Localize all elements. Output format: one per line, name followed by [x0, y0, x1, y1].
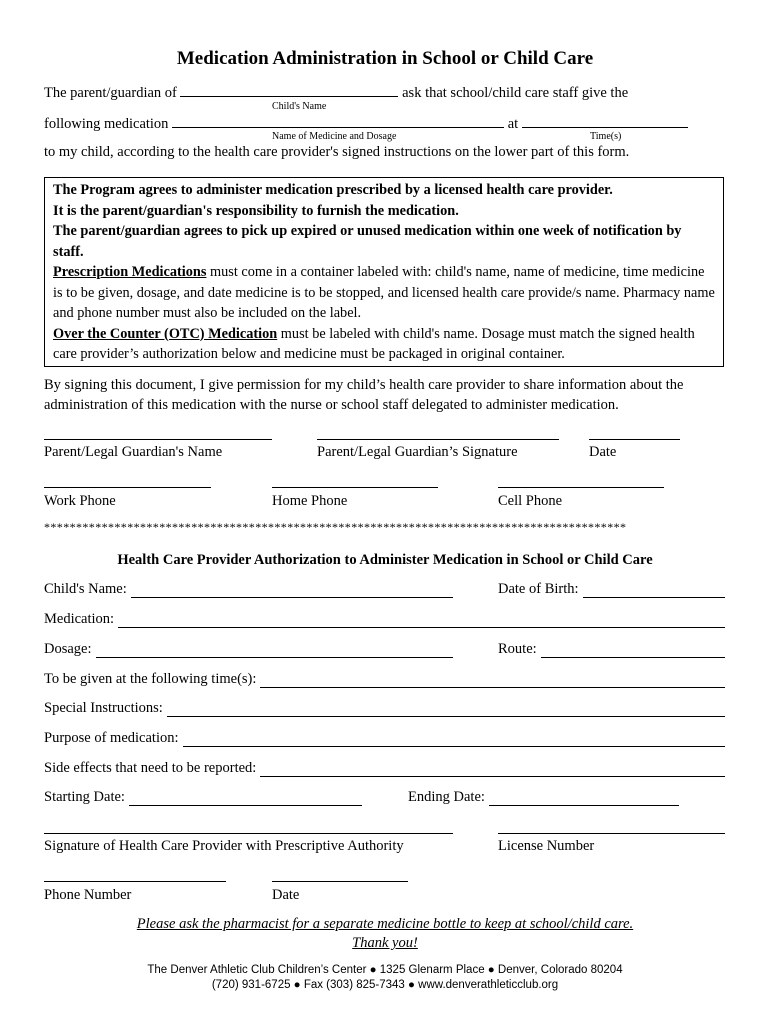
hcp-dob-line[interactable]	[583, 585, 725, 598]
hcp-dosage-line[interactable]	[96, 645, 453, 658]
page-title: Medication Administration in School or Child Care	[176, 48, 594, 69]
intro-line-3: to my child, according to the health care provider's signed instructions on the lower part of this form.	[44, 144, 630, 160]
hcp-phone-line[interactable]	[44, 881, 226, 882]
intro-line-2b: at	[507, 116, 519, 132]
hcp-special-line[interactable]	[167, 704, 725, 717]
hcp-phone-label: Phone Number	[44, 887, 132, 903]
prescription-text: must come in a container labeled with: child's name, name of medicine, time medicine is to be given, dosage, and date medicine is to be stopped, and licensed health care provide/s name. Pharmacy name and phone number must also be included on the label.	[53, 264, 715, 321]
hcp-side-effects-line[interactable]	[260, 764, 725, 777]
hcp-medication-field[interactable]	[44, 611, 725, 628]
parent-name-label: Parent/Legal Guardian's Name	[44, 444, 223, 460]
hcp-section-title: Health Care Provider Authorization to Administer Medication in School or Child Care	[117, 552, 653, 568]
star-divider: *******************************************************************************************	[44, 520, 627, 534]
hcp-date-line[interactable]	[272, 881, 408, 882]
policy-bold-1: The Program agrees to administer medication prescribed by a licensed health care provider.	[53, 182, 613, 198]
medicine-blank[interactable]	[172, 115, 504, 128]
otc-heading: Over the Counter (OTC) Medication	[53, 325, 278, 342]
work-phone-line[interactable]	[44, 487, 211, 488]
hcp-route-field[interactable]	[498, 641, 725, 658]
home-phone-label: Home Phone	[272, 493, 348, 509]
hcp-starting-date-line[interactable]	[129, 793, 362, 806]
work-phone-label: Work Phone	[44, 493, 116, 509]
footer-contact: (720) 931-6725 ● Fax (303) 825-7343 ● www.denverathleticclub.org	[211, 979, 559, 991]
parent-signature-line[interactable]	[317, 439, 559, 440]
license-number-label: License Number	[498, 838, 595, 854]
hcp-medication-label: Medication:	[44, 611, 115, 627]
hcp-ending-date-field[interactable]	[408, 789, 679, 806]
time-blank[interactable]	[522, 115, 688, 128]
hcp-dob-label: Date of Birth:	[498, 581, 579, 597]
hcp-medication-line[interactable]	[118, 615, 725, 628]
hcp-purpose-field[interactable]	[44, 730, 725, 747]
thank-you-note: Thank you!	[352, 935, 418, 951]
hcp-dob-field[interactable]	[498, 581, 725, 598]
parent-name-line[interactable]	[44, 439, 272, 440]
hcp-times-field[interactable]	[44, 671, 725, 688]
hcp-signature-line[interactable]	[44, 833, 453, 834]
hcp-route-label: Route:	[498, 641, 537, 657]
childs-name-caption: Child's Name	[272, 101, 327, 112]
hcp-times-label: To be given at the following time(s):	[44, 671, 257, 687]
hcp-purpose-label: Purpose of medication:	[44, 730, 179, 746]
hcp-childs-name-field[interactable]	[44, 581, 453, 598]
consent-text: By signing this document, I give permission for my child’s health care provider to share information about the administration of this medication with the nurse or school staff delegated to administer medication.	[44, 377, 684, 413]
parent-date-label: Date	[589, 444, 617, 460]
intro-line-2a: following medication	[44, 116, 169, 132]
intro-line-1a: The parent/guardian of	[44, 85, 177, 101]
otc-paragraph	[53, 324, 715, 365]
hcp-dosage-field[interactable]	[44, 641, 453, 658]
hcp-date-label: Date	[272, 887, 300, 903]
hcp-times-line[interactable]	[260, 675, 725, 688]
cell-phone-line[interactable]	[498, 487, 664, 488]
childs-name-blank[interactable]	[180, 84, 398, 97]
hcp-childs-name-label: Child's Name:	[44, 581, 127, 597]
hcp-ending-date-line[interactable]	[489, 793, 679, 806]
pharmacist-note: Please ask the pharmacist for a separate medicine bottle to keep at school/child care.	[136, 916, 634, 932]
hcp-special-field[interactable]	[44, 700, 725, 717]
intro-line-1	[44, 84, 628, 102]
policy-bold-3: The parent/guardian agrees to pick up expired or unused medication within one week of notification by staff.	[53, 223, 682, 260]
hcp-dosage-label: Dosage:	[44, 641, 92, 657]
home-phone-line[interactable]	[272, 487, 438, 488]
hcp-starting-date-field[interactable]	[44, 789, 362, 806]
intro-line-1b: ask that school/child care staff give the	[402, 85, 629, 101]
hcp-starting-date-label: Starting Date:	[44, 789, 125, 805]
prescription-heading: Prescription Medications	[53, 264, 207, 280]
time-caption: Time(s)	[590, 131, 622, 142]
hcp-side-effects-label: Side effects that need to be reported:	[44, 760, 257, 776]
medicine-caption: Name of Medicine and Dosage	[272, 131, 397, 142]
license-number-line[interactable]	[498, 833, 725, 834]
footer-address: The Denver Athletic Club Children’s Center ● 1325 Glenarm Place ● Denver, Colorado 80204	[147, 964, 623, 976]
hcp-purpose-line[interactable]	[183, 734, 725, 747]
hcp-childs-name-line[interactable]	[131, 585, 453, 598]
prescription-paragraph	[53, 262, 715, 324]
hcp-signature-label: Signature of Health Care Provider with Prescriptive Authority	[44, 838, 404, 854]
parent-signature-label: Parent/Legal Guardian’s Signature	[317, 444, 518, 460]
hcp-route-line[interactable]	[541, 645, 725, 658]
otc-text: must be labeled with child's name. Dosage must match the signed health care provider’s authorization below and medicine must be packaged in original container.	[53, 325, 695, 362]
cell-phone-label: Cell Phone	[498, 493, 563, 509]
policy-box	[44, 177, 724, 367]
hcp-side-effects-field[interactable]	[44, 760, 725, 777]
parent-date-line[interactable]	[589, 439, 680, 440]
policy-bold-2: It is the parent/guardian's responsibility to furnish the medication.	[53, 202, 459, 219]
hcp-special-label: Special Instructions:	[44, 700, 163, 716]
hcp-ending-date-label: Ending Date:	[408, 789, 485, 805]
